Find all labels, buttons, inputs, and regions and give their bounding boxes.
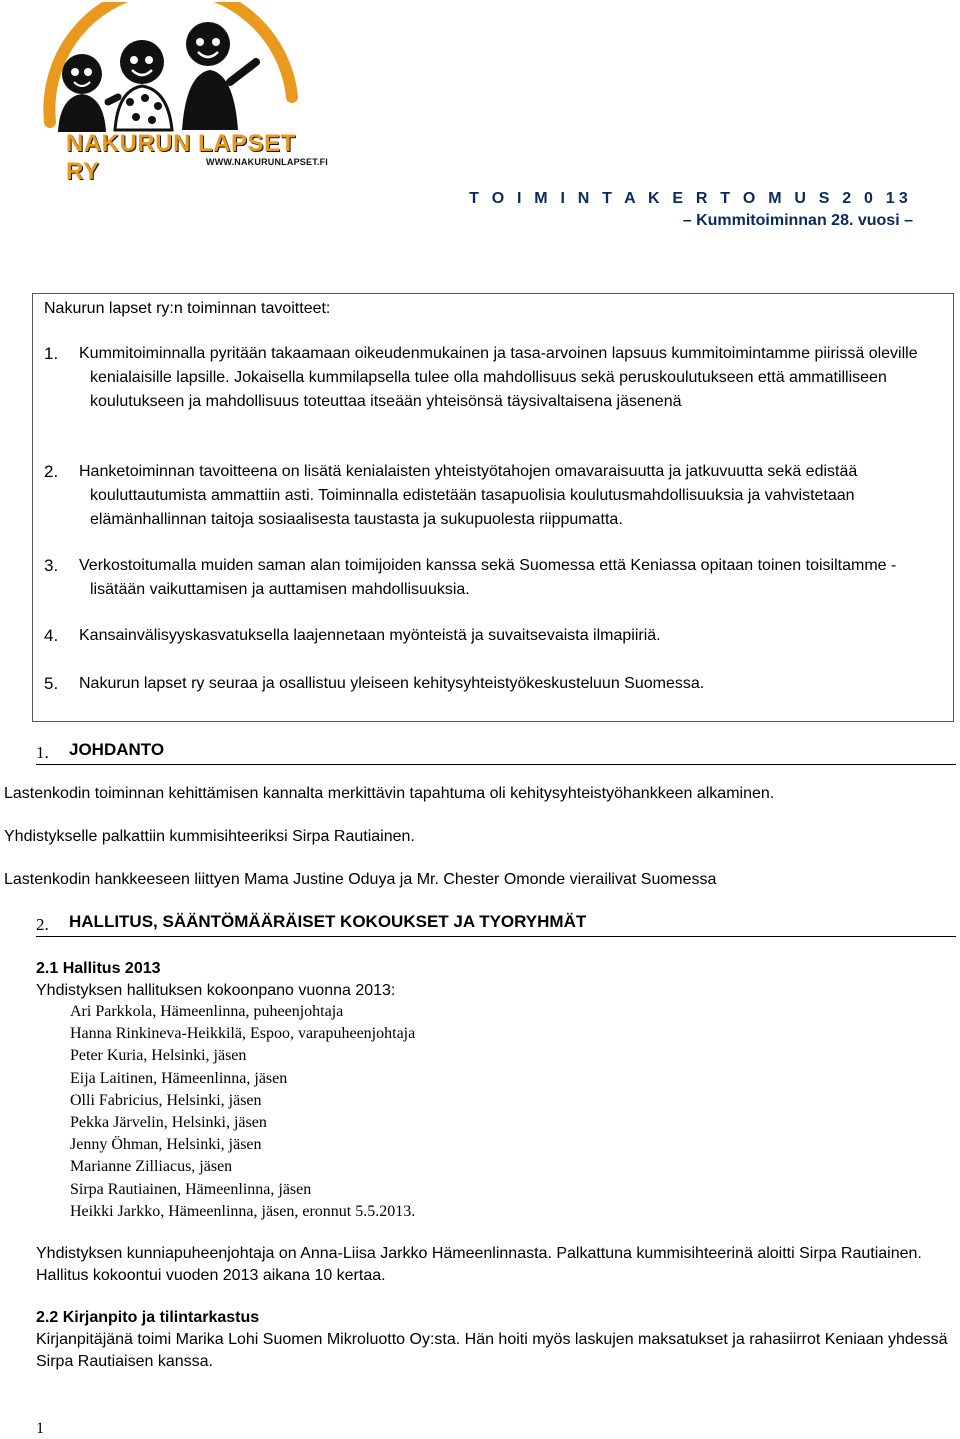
goals-box: [32, 293, 954, 722]
section-title: HALLITUS, SÄÄNTÖMÄÄRÄISET KOKOUKSET JA TYORYHMÄT: [69, 912, 587, 931]
goal-number: 1.: [44, 344, 59, 363]
page-number: 1: [36, 1420, 44, 1437]
section-title: JOHDANTO: [69, 740, 165, 759]
goal-item: [44, 554, 939, 602]
list-item: Sirpa Rautiainen, Hämeenlinna, jäsen: [70, 1180, 312, 1198]
board-closing-paragraph: Yhdistyksen kunniapuheenjohtaja on Anna-Liisa Jarkko Hämeenlinnasta. Palkattuna kummisihteerinä aloitti Sirpa Rautiainen. Hallitus kokoontui vuoden 2013 aikana 10 kertaa.: [36, 1245, 922, 1284]
list-item: Marianne Zilliacus, jäsen: [70, 1158, 233, 1176]
report-subtitle: – Kummitoiminnan 28. vuosi –: [682, 212, 913, 229]
goal-text: Hanketoiminnan tavoitteena on lisätä kenialaisten yhteistyötahojen omavaraisuutta ja jatkuvuutta sekä edistää kouluttautumista ammattiin asti. Toiminnalla edistetään tasapuolisia koulutusmahdollisuuksia ja vahvistetaan elämänhallinnan taitoja sosiaalisesta taustasta ja sukupuolesta riippumatta.: [79, 463, 858, 528]
goals-heading: Nakurun lapset ry:n toiminnan tavoitteet:: [44, 300, 331, 317]
goal-number: 4.: [44, 626, 59, 645]
board-member-list: [70, 1001, 415, 1223]
goal-item: [44, 342, 939, 414]
section-heading-johdanto: [36, 740, 956, 765]
organization-logo: [30, 2, 328, 185]
goal-number: 3.: [44, 556, 59, 575]
logo-url-text: WWW.NAKURUNLAPSET.FI: [206, 157, 328, 167]
goal-text: Kummitoiminnalla pyritään takaamaan oikeudenmukainen ja tasa-arvoinen lapsuus kummitoimintamme piirissä oleville kenialaisille lapsille. Jokaisella kummilapsella tulee olla mahdollisuus sekä peruskoulutukseen että ammatilliseen koulutukseen ja mahdollisuus toteuttaa itseään yhteisönsä täysivaltaisena jäsenenä: [79, 345, 918, 410]
paragraph: Yhdistykselle palkattiin kummisihteeriksi Sirpa Rautiainen.: [4, 828, 415, 845]
report-title: T O I M I N T A K E R T O M U S 2 0 13: [469, 190, 912, 207]
goal-item: [44, 672, 939, 696]
list-item: Hanna Rinkineva-Heikkilä, Espoo, varapuheenjohtaja: [70, 1025, 416, 1043]
list-item: Heikki Jarkko, Hämeenlinna, jäsen, eronnut 5.5.2013.: [70, 1202, 416, 1220]
subsection-title-hallitus: 2.1 Hallitus 2013: [36, 960, 161, 977]
section-number: 2.: [36, 915, 49, 934]
goal-item: [44, 460, 939, 532]
goal-number: 2.: [44, 462, 59, 481]
section-heading-hallitus: [36, 912, 956, 937]
accounting-paragraph: Kirjanpitäjänä toimi Marika Lohi Suomen Mikroluotto Oy:sta. Hän hoiti myös laskujen maksatukset ja rahasiirrot Keniaan yhdessä Sirpa Rautiaisen kanssa.: [36, 1331, 948, 1370]
list-item: Ari Parkkola, Hämeenlinna, puheenjohtaja: [70, 1003, 344, 1020]
list-item: Pekka Järvelin, Helsinki, jäsen: [70, 1114, 267, 1132]
goal-text: Verkostoitumalla muiden saman alan toimijoiden kanssa sekä Suomessa että Keniassa opitaan toinen toisiltamme - lisätään vaikuttamisen ja auttamisen mahdollisuuksia.: [79, 557, 897, 598]
subsection-title-kirjanpito: 2.2 Kirjanpito ja tilintarkastus: [36, 1309, 260, 1326]
board-intro: Yhdistyksen hallituksen kokoonpano vuonna 2013:: [36, 982, 396, 999]
list-item: Jenny Öhman, Helsinki, jäsen: [70, 1136, 262, 1154]
goal-number: 5.: [44, 674, 59, 693]
list-item: Peter Kuria, Helsinki, jäsen: [70, 1047, 247, 1065]
logo-brand-text: NAKURUN LAPSET RY: [66, 130, 296, 185]
goal-item: [44, 624, 939, 648]
paragraph: Lastenkodin hankkeeseen liittyen Mama Justine Oduya ja Mr. Chester Omonde vierailivat Suomessa: [4, 871, 717, 888]
paragraph: Lastenkodin toiminnan kehittämisen kannalta merkittävin tapahtuma oli kehitysyhteistyöhankkeen alkaminen.: [4, 785, 775, 802]
goal-text: Kansainvälisyyskasvatuksella laajennetaan myönteistä ja suvaitsevaista ilmapiiriä.: [79, 627, 661, 644]
section-number: 1.: [36, 743, 49, 762]
goal-text: Nakurun lapset ry seuraa ja osallistuu yleiseen kehitysyhteistyökeskusteluun Suomessa.: [79, 675, 705, 692]
list-item: Eija Laitinen, Hämeenlinna, jäsen: [70, 1069, 288, 1087]
list-item: Olli Fabricius, Helsinki, jäsen: [70, 1091, 262, 1109]
